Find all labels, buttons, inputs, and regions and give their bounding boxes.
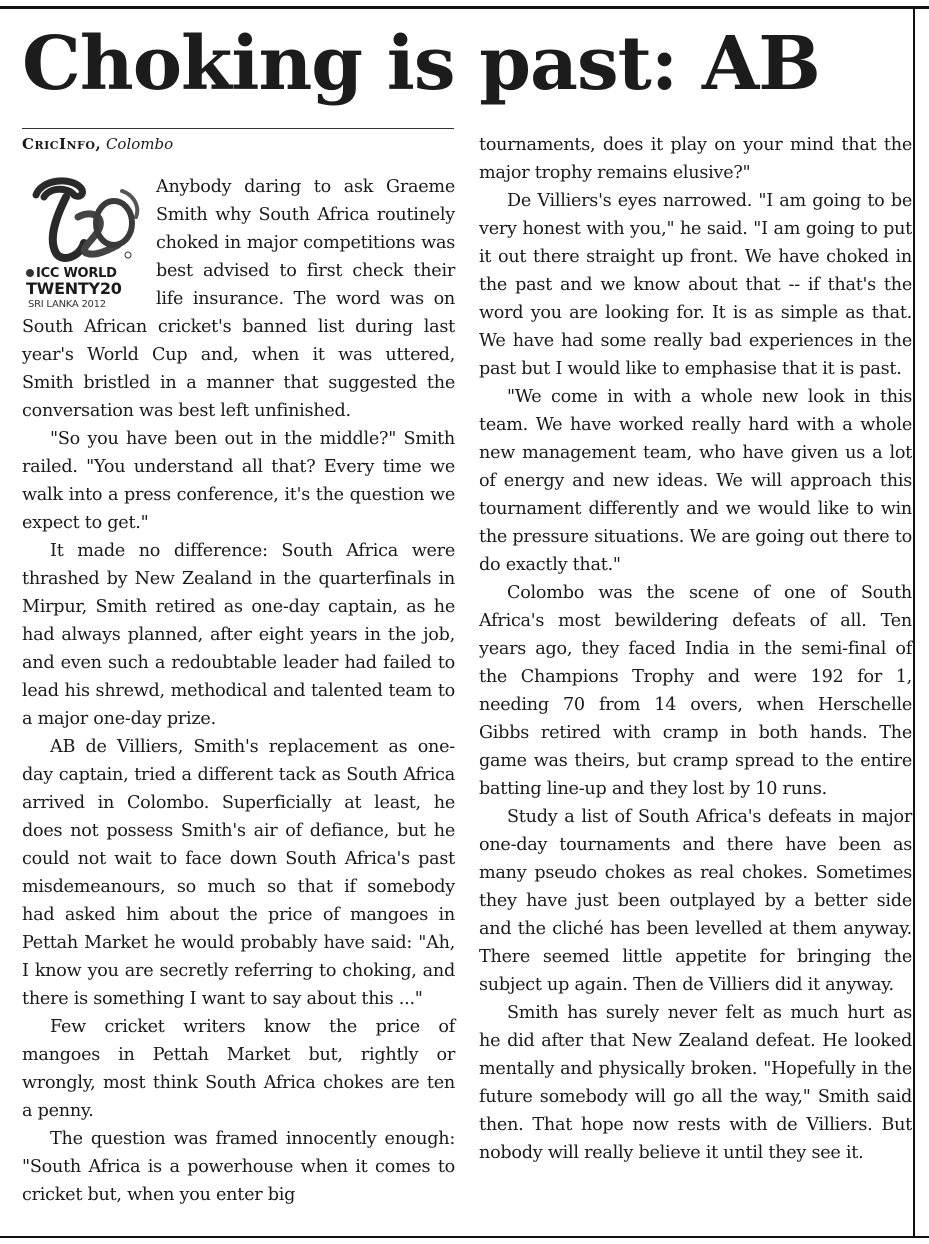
byline-source: CricInfo, [22,135,102,153]
paragraph: "So you have been out in the middle?" Smith railed. "You understand all that? Every time we walk into a press conference, it's the question we expect to get." [22,429,455,533]
article-column-left [22,173,455,1209]
paragraph: Colombo was the scene of one of South Africa's most bewildering defeats of all. Ten years ago, they faced India in the semi-final of the Champions Trophy and were 192 for 1, needing 70 from 14 overs, when Herschelle Gibbs retired with cramp in both hands. The game was theirs, but cramp spread to the entire batting line-up and they lost by 10 runs. [479,583,912,799]
paragraph: "We come in with a whole new look in this team. We have worked really hard with a whole new management team, who have given us a lot of energy and new ideas. We will approach this tournament differently and we would like to win the pressure situations. We are going out there to do exactly that." [479,387,912,575]
logo-line3: SRI LANKA 2012 [28,299,106,310]
paragraph: Few cricket writers know the price of mangoes in Pettah Market but, rightly or wrongly, most think South Africa chokes are ten a penny. [22,1017,455,1121]
paragraph: tournaments, does it play on your mind that the major trophy remains elusive?" [479,135,912,183]
paragraph: Anybody daring to ask Graeme Smith why South Africa routinely choked in major competitions was best advised to first check their life insurance. The word was on South African cricket's banned list during last year's World Cup and, when it was uttered, Smith bristled in a manner that suggested the conversation was best left unfinished. [22,177,455,421]
paragraph: Smith has surely never felt as much hurt as he did after that New Zealand defeat. He looked mentally and physically broken. "Hopefully in the future somebody will go all the way," Smith said then. That hope now rests with de Villiers. But nobody will really believe it until they see it. [479,1003,912,1163]
top-rule [0,6,929,9]
headline: Choking is past: AB [22,21,820,107]
paragraph: It made no difference: South Africa were thrashed by New Zealand in the quarterfinals in Mirpur, Smith retired as one-day captain, as he had always planned, after eight years in the job, and even such a redoubtable leader had failed to lead his shrewd, methodical and talented team to a major one-day prize. [22,541,455,729]
right-rule [913,6,915,1238]
paragraph: Study a list of South Africa's defeats in major one-day tournaments and there have been as many pseudo chokes as real chokes. Sometimes they have just been outplayed by a better side and the cliché has been levelled at them anyway. There seemed little appetite for bringing the subject up again. Then de Villiers did it anyway. [479,807,912,995]
paragraph: AB de Villiers, Smith's replacement as one-day captain, tried a different tack as South Africa arrived in Colombo. Superficially at least, he does not possess Smith's air of defiance, but he could not wait to face down South Africa's past misdemeanours, so much so that if somebody had asked him about the price of mangoes in Pettah Market he would probably have said: "Ah, I know you are secretly referring to choking, and there is something I want to say about this ..." [22,737,455,1009]
bottom-rule [0,1236,929,1238]
article-column-right [479,131,912,1167]
logo-line1: ICC WORLD [36,266,117,281]
logo-line2: TWENTY20 [26,279,122,298]
byline-rule [22,128,454,129]
paragraph: The question was framed innocently enough: "South Africa is a powerhouse when it comes to cricket but, when you enter big [22,1129,455,1205]
byline-place: Colombo [105,135,174,153]
icc-world-twenty20-logo [22,173,148,313]
byline [22,134,173,154]
paragraph: De Villiers's eyes narrowed. "I am going to be very honest with you," he said. "I am going to put it out there straight up front. We have choked in the past and we know about that -- if that's the word you are looking for. It is as simple as that. We have had some really bad experiences in the past but I would like to emphasise that it is past. [479,191,912,379]
t20-emblem-icon [22,173,148,313]
